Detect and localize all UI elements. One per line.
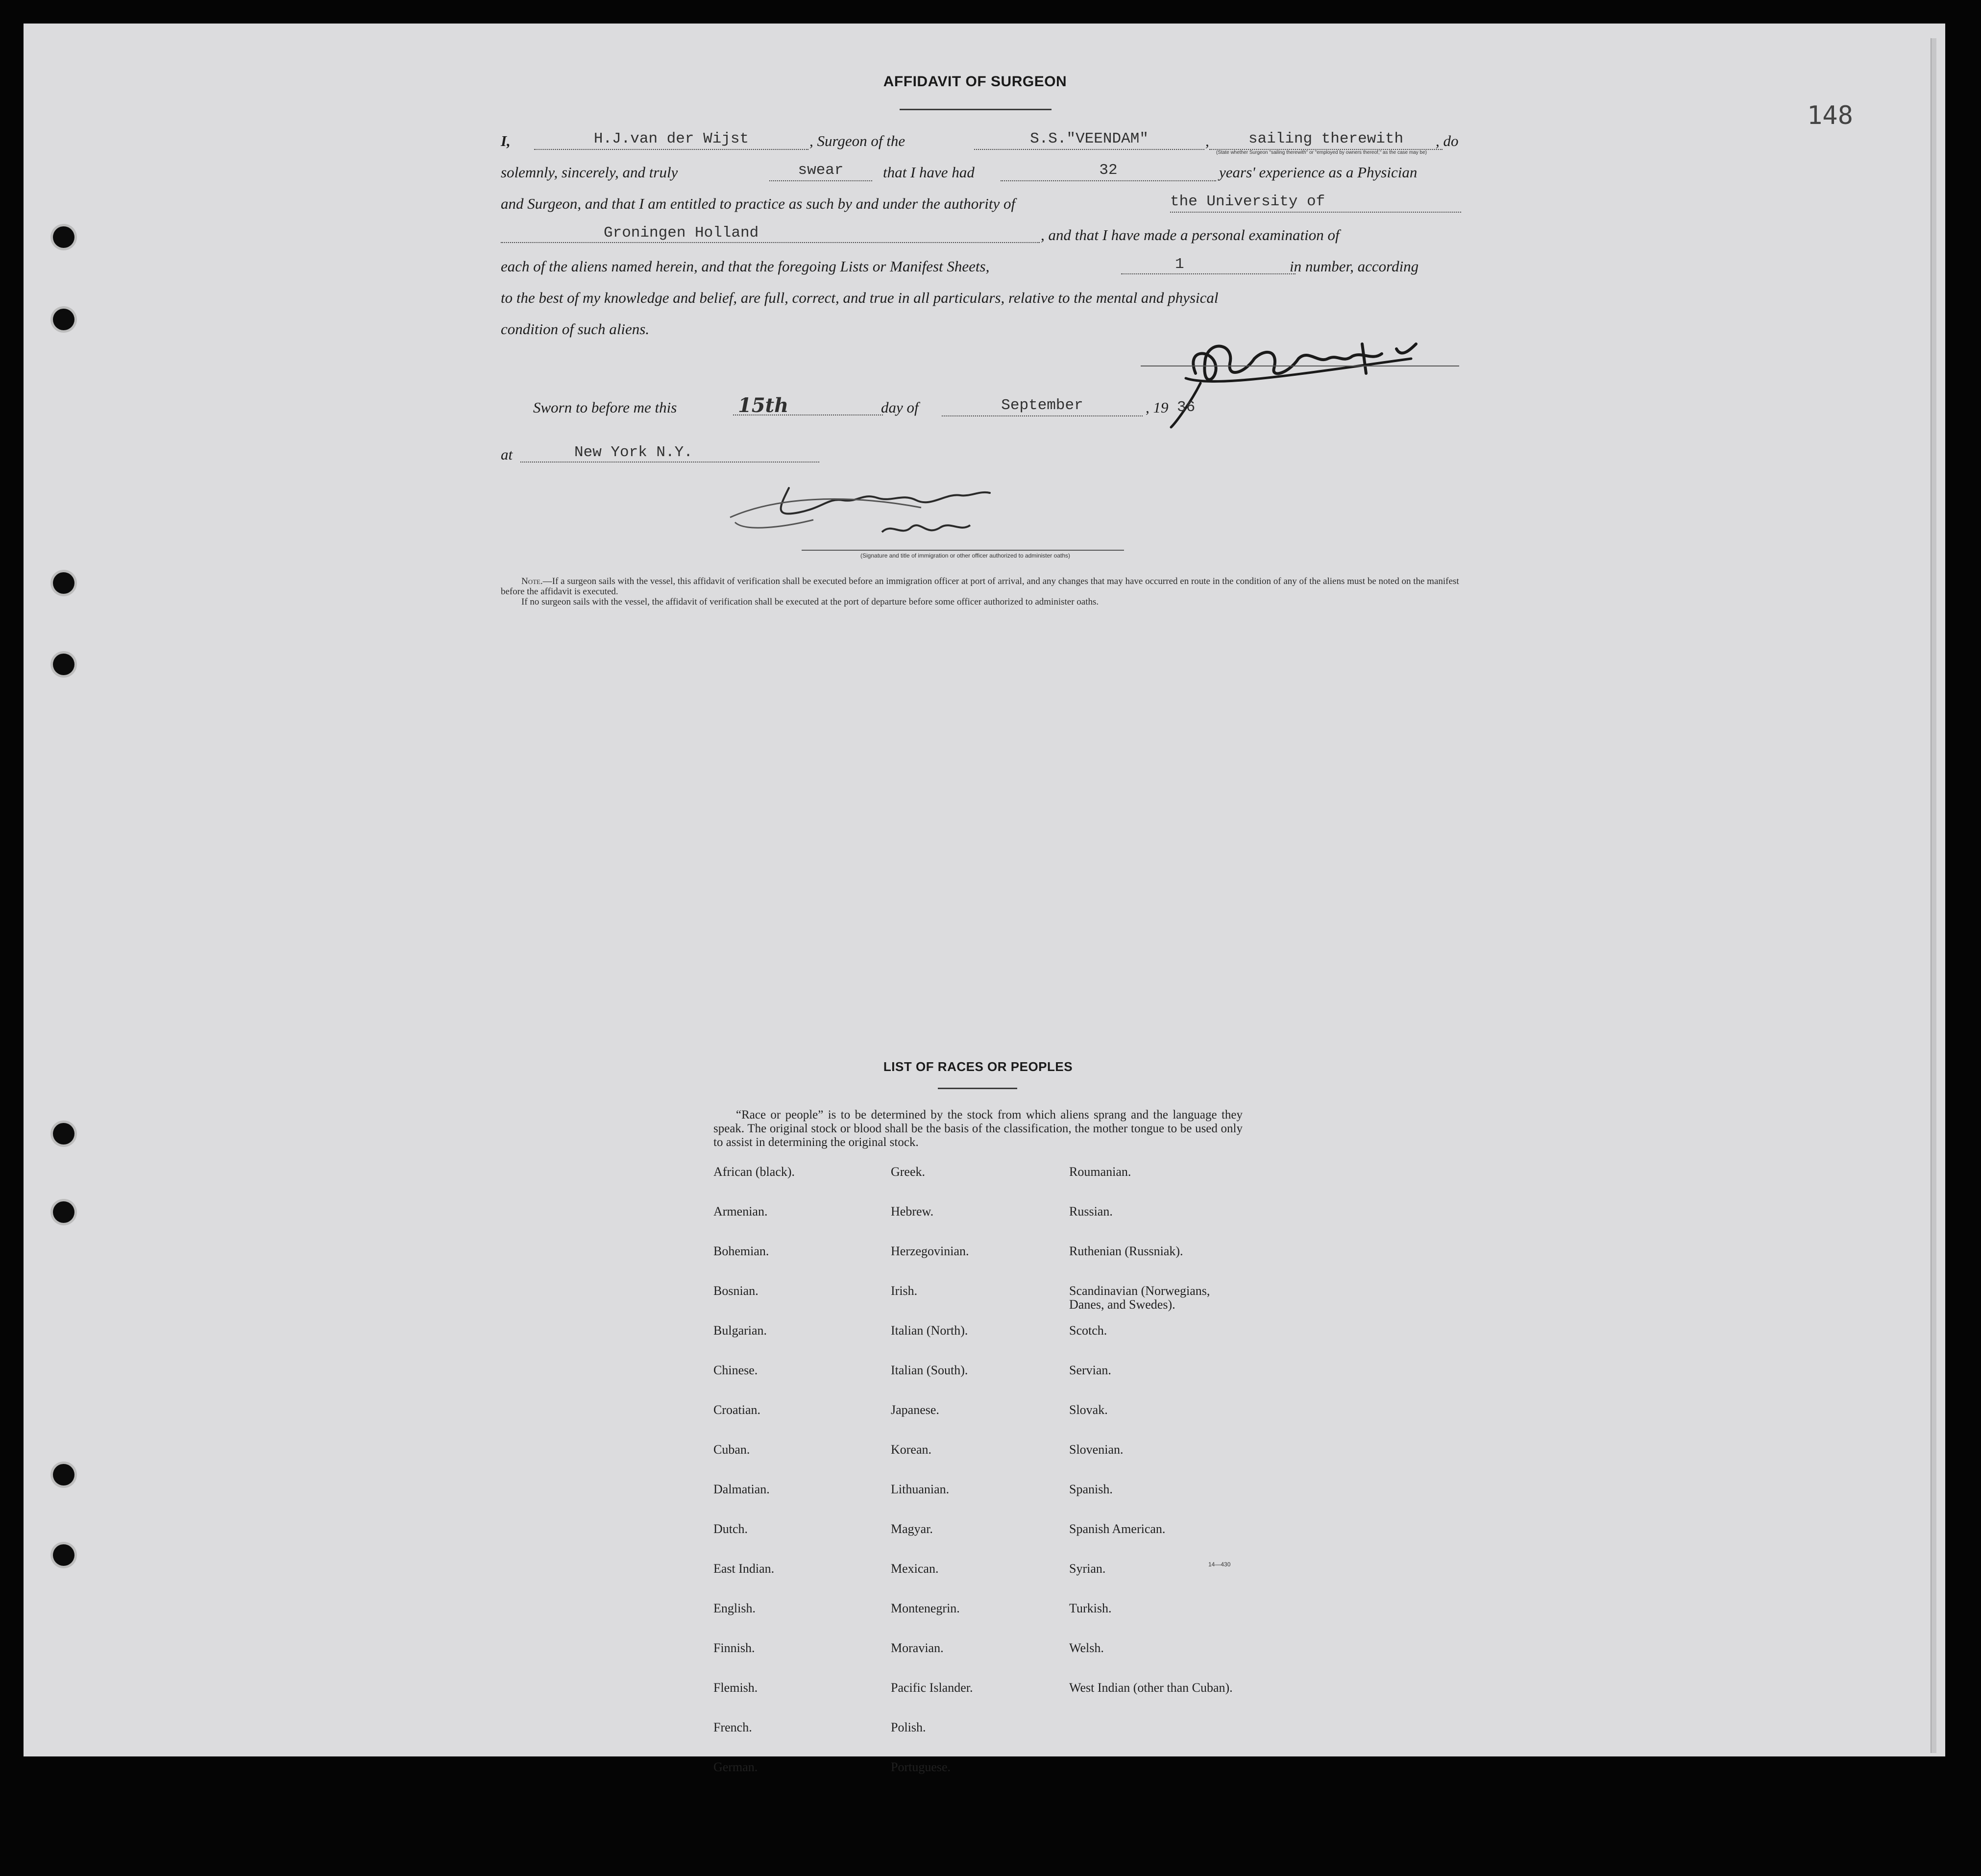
race-item: Scotch. (1069, 1323, 1107, 1338)
note-lead: Note. (521, 576, 543, 586)
officer-signature-line (802, 550, 1124, 551)
races-title: LIST OF RACES OR PEOPLES (883, 1059, 1073, 1074)
races-column-2 (891, 1165, 1057, 1800)
text-segment: solemnly, sincerely, and truly (501, 164, 678, 181)
binder-hole (53, 309, 74, 330)
race-item: Croatian. (713, 1403, 761, 1417)
race-item: French. (713, 1720, 752, 1734)
vessel-name-field: S.S."VEENDAM" (974, 129, 1204, 150)
race-item: Italian (North). (891, 1323, 968, 1338)
race-item: East Indian. (713, 1561, 775, 1576)
race-item: Herzegovinian. (891, 1244, 969, 1258)
text-segment: in number, according (1290, 258, 1419, 275)
race-item: Roumanian. (1069, 1165, 1131, 1179)
affidavit-line-2 (501, 157, 1461, 188)
sworn-line (501, 392, 1461, 423)
race-item: Scandinavian (Norwegians, Danes, and Swedes). (1069, 1284, 1210, 1312)
sworn-place-field: New York N.Y. (520, 443, 819, 463)
race-item: Dalmatian. (713, 1482, 770, 1496)
oath-field: swear (769, 161, 872, 181)
signature-line (1141, 365, 1459, 366)
binder-hole (53, 654, 74, 675)
text-segment: condition of such aliens. (501, 320, 650, 338)
races-column-1 (713, 1165, 875, 1800)
race-item: West Indian (other than Cuban). (1069, 1681, 1233, 1695)
race-item: Servian. (1069, 1363, 1111, 1377)
race-item: Montenegrin. (891, 1601, 960, 1615)
binder-hole (53, 572, 74, 594)
sheet-count-field: 1 (1121, 255, 1296, 274)
race-item: Magyar. (891, 1522, 933, 1536)
sworn-place-line (501, 439, 1461, 470)
note-text-1: —If a surgeon sails with the vessel, this affidavit of verification shall be executed before an immigration officer at port of arrival, and any changes that may have occurred en route in the condition of any of the aliens must be noted on the manifest before the affidavit is executed. (501, 576, 1459, 597)
race-item: Russian. (1069, 1204, 1113, 1218)
affidavit-line-4 (501, 219, 1461, 251)
binder-hole (53, 226, 74, 248)
text-segment: , do (1436, 132, 1459, 149)
text-segment: years' experience as a Physician (1219, 164, 1418, 181)
race-item: Cuban. (713, 1442, 750, 1457)
page-number: 148 (1807, 101, 1853, 130)
affidavit-line-1 (501, 125, 1461, 157)
affidavit-line-6 (501, 282, 1461, 314)
race-item: African (black). (713, 1165, 795, 1179)
race-item: Flemish. (713, 1681, 758, 1695)
race-item: Bohemian. (713, 1244, 769, 1258)
title-rule (938, 1088, 1017, 1089)
text-segment: and Surgeon, and that I am entitled to practice as such by and under the authority of (501, 195, 1016, 212)
race-item: English. (713, 1601, 756, 1615)
officer-signature (715, 478, 1029, 557)
race-item: Chinese. (713, 1363, 758, 1377)
sworn-year-field: 36 (1177, 399, 1196, 416)
race-item: Spanish American. (1069, 1522, 1166, 1536)
page-edge (1931, 38, 1936, 1753)
text-segment: at (501, 446, 513, 463)
race-item: German. (713, 1760, 758, 1774)
race-item: Japanese. (891, 1403, 939, 1417)
text-segment: , and that I have made a personal examination of (1041, 226, 1340, 244)
surgeon-name-field: H.J.van der Wijst (534, 129, 808, 150)
text-segment: day of (881, 399, 919, 416)
authority-field-2: Groningen Holland (501, 223, 1040, 243)
text-segment: Sworn to before me this (533, 399, 677, 416)
race-item: Welsh. (1069, 1641, 1104, 1655)
races-intro: “Race or people” is to be determined by the stock from which aliens sprang and the language they speak. The original stock or blood shall be the basis of the classification, the mother tongue to be used only to assist in determining the original stock. (713, 1108, 1243, 1149)
authority-field-1: the University of (1170, 192, 1461, 213)
affidavit-note (501, 576, 1461, 607)
race-item: Pacific Islander. (891, 1681, 973, 1695)
race-item: Italian (South). (891, 1363, 968, 1377)
race-item: Portuguese. (891, 1760, 951, 1774)
text-segment: I, (501, 132, 511, 149)
race-item: Korean. (891, 1442, 932, 1457)
sworn-day-field: 15th (733, 396, 883, 415)
race-item: Syrian. (1069, 1561, 1106, 1576)
race-item: Irish. (891, 1284, 918, 1298)
text-segment: that I have had (883, 164, 975, 181)
race-item: Polish. (891, 1720, 926, 1734)
race-item: Dutch. (713, 1522, 748, 1536)
affidavit-title: AFFIDAVIT OF SURGEON (883, 73, 1067, 90)
surgeon-status-field: sailing therewith (1209, 129, 1443, 150)
binder-hole (53, 1464, 74, 1486)
status-instruction: (State whether Surgeon "sailing therewith" or "employed by owners thereof," as the case may be) (1216, 150, 1427, 155)
note-paragraph-1 (501, 576, 1461, 597)
years-experience-field: 32 (1001, 161, 1216, 181)
title-rule (900, 109, 1052, 110)
race-item: Bulgarian. (713, 1323, 767, 1338)
officer-caption: (Signature and title of immigration or other officer authorized to administer oaths) (860, 552, 1070, 559)
race-item: Moravian. (891, 1641, 944, 1655)
race-item: Ruthenian (Russniak). (1069, 1244, 1183, 1258)
race-item: Lithuanian. (891, 1482, 950, 1496)
race-item: Armenian. (713, 1204, 768, 1218)
sworn-month-field: September (942, 396, 1143, 416)
race-item: Greek. (891, 1165, 926, 1179)
race-item: Bosnian. (713, 1284, 758, 1298)
text-segment: each of the aliens named herein, and that the foregoing Lists or Manifest Sheets, (501, 258, 990, 275)
race-item: Spanish. (1069, 1482, 1113, 1496)
races-column-3 (1069, 1165, 1236, 1721)
race-item: Hebrew. (891, 1204, 934, 1218)
note-paragraph-2: If no surgeon sails with the vessel, the affidavit of verification shall be executed at the port of departure before some officer authorized to administer oaths. (521, 597, 1099, 607)
race-item: Turkish. (1069, 1601, 1112, 1615)
text-segment: , (1205, 132, 1209, 149)
affidavit-line-5 (501, 251, 1461, 282)
binder-hole (53, 1123, 74, 1145)
text-segment: , Surgeon of the (809, 132, 905, 149)
text-segment: to the best of my knowledge and belief, are full, correct, and true in all particulars, relative to the mental and physical (501, 289, 1219, 306)
binder-hole (53, 1544, 74, 1566)
race-item: Mexican. (891, 1561, 939, 1576)
race-item: Slovak. (1069, 1403, 1108, 1417)
text-segment: , 19 (1146, 399, 1169, 416)
affidavit-line-3 (501, 188, 1461, 219)
race-item: Finnish. (713, 1641, 755, 1655)
race-item: Slovenian. (1069, 1442, 1124, 1457)
binder-hole (53, 1201, 74, 1223)
form-number: 14—430 (1208, 1561, 1231, 1568)
